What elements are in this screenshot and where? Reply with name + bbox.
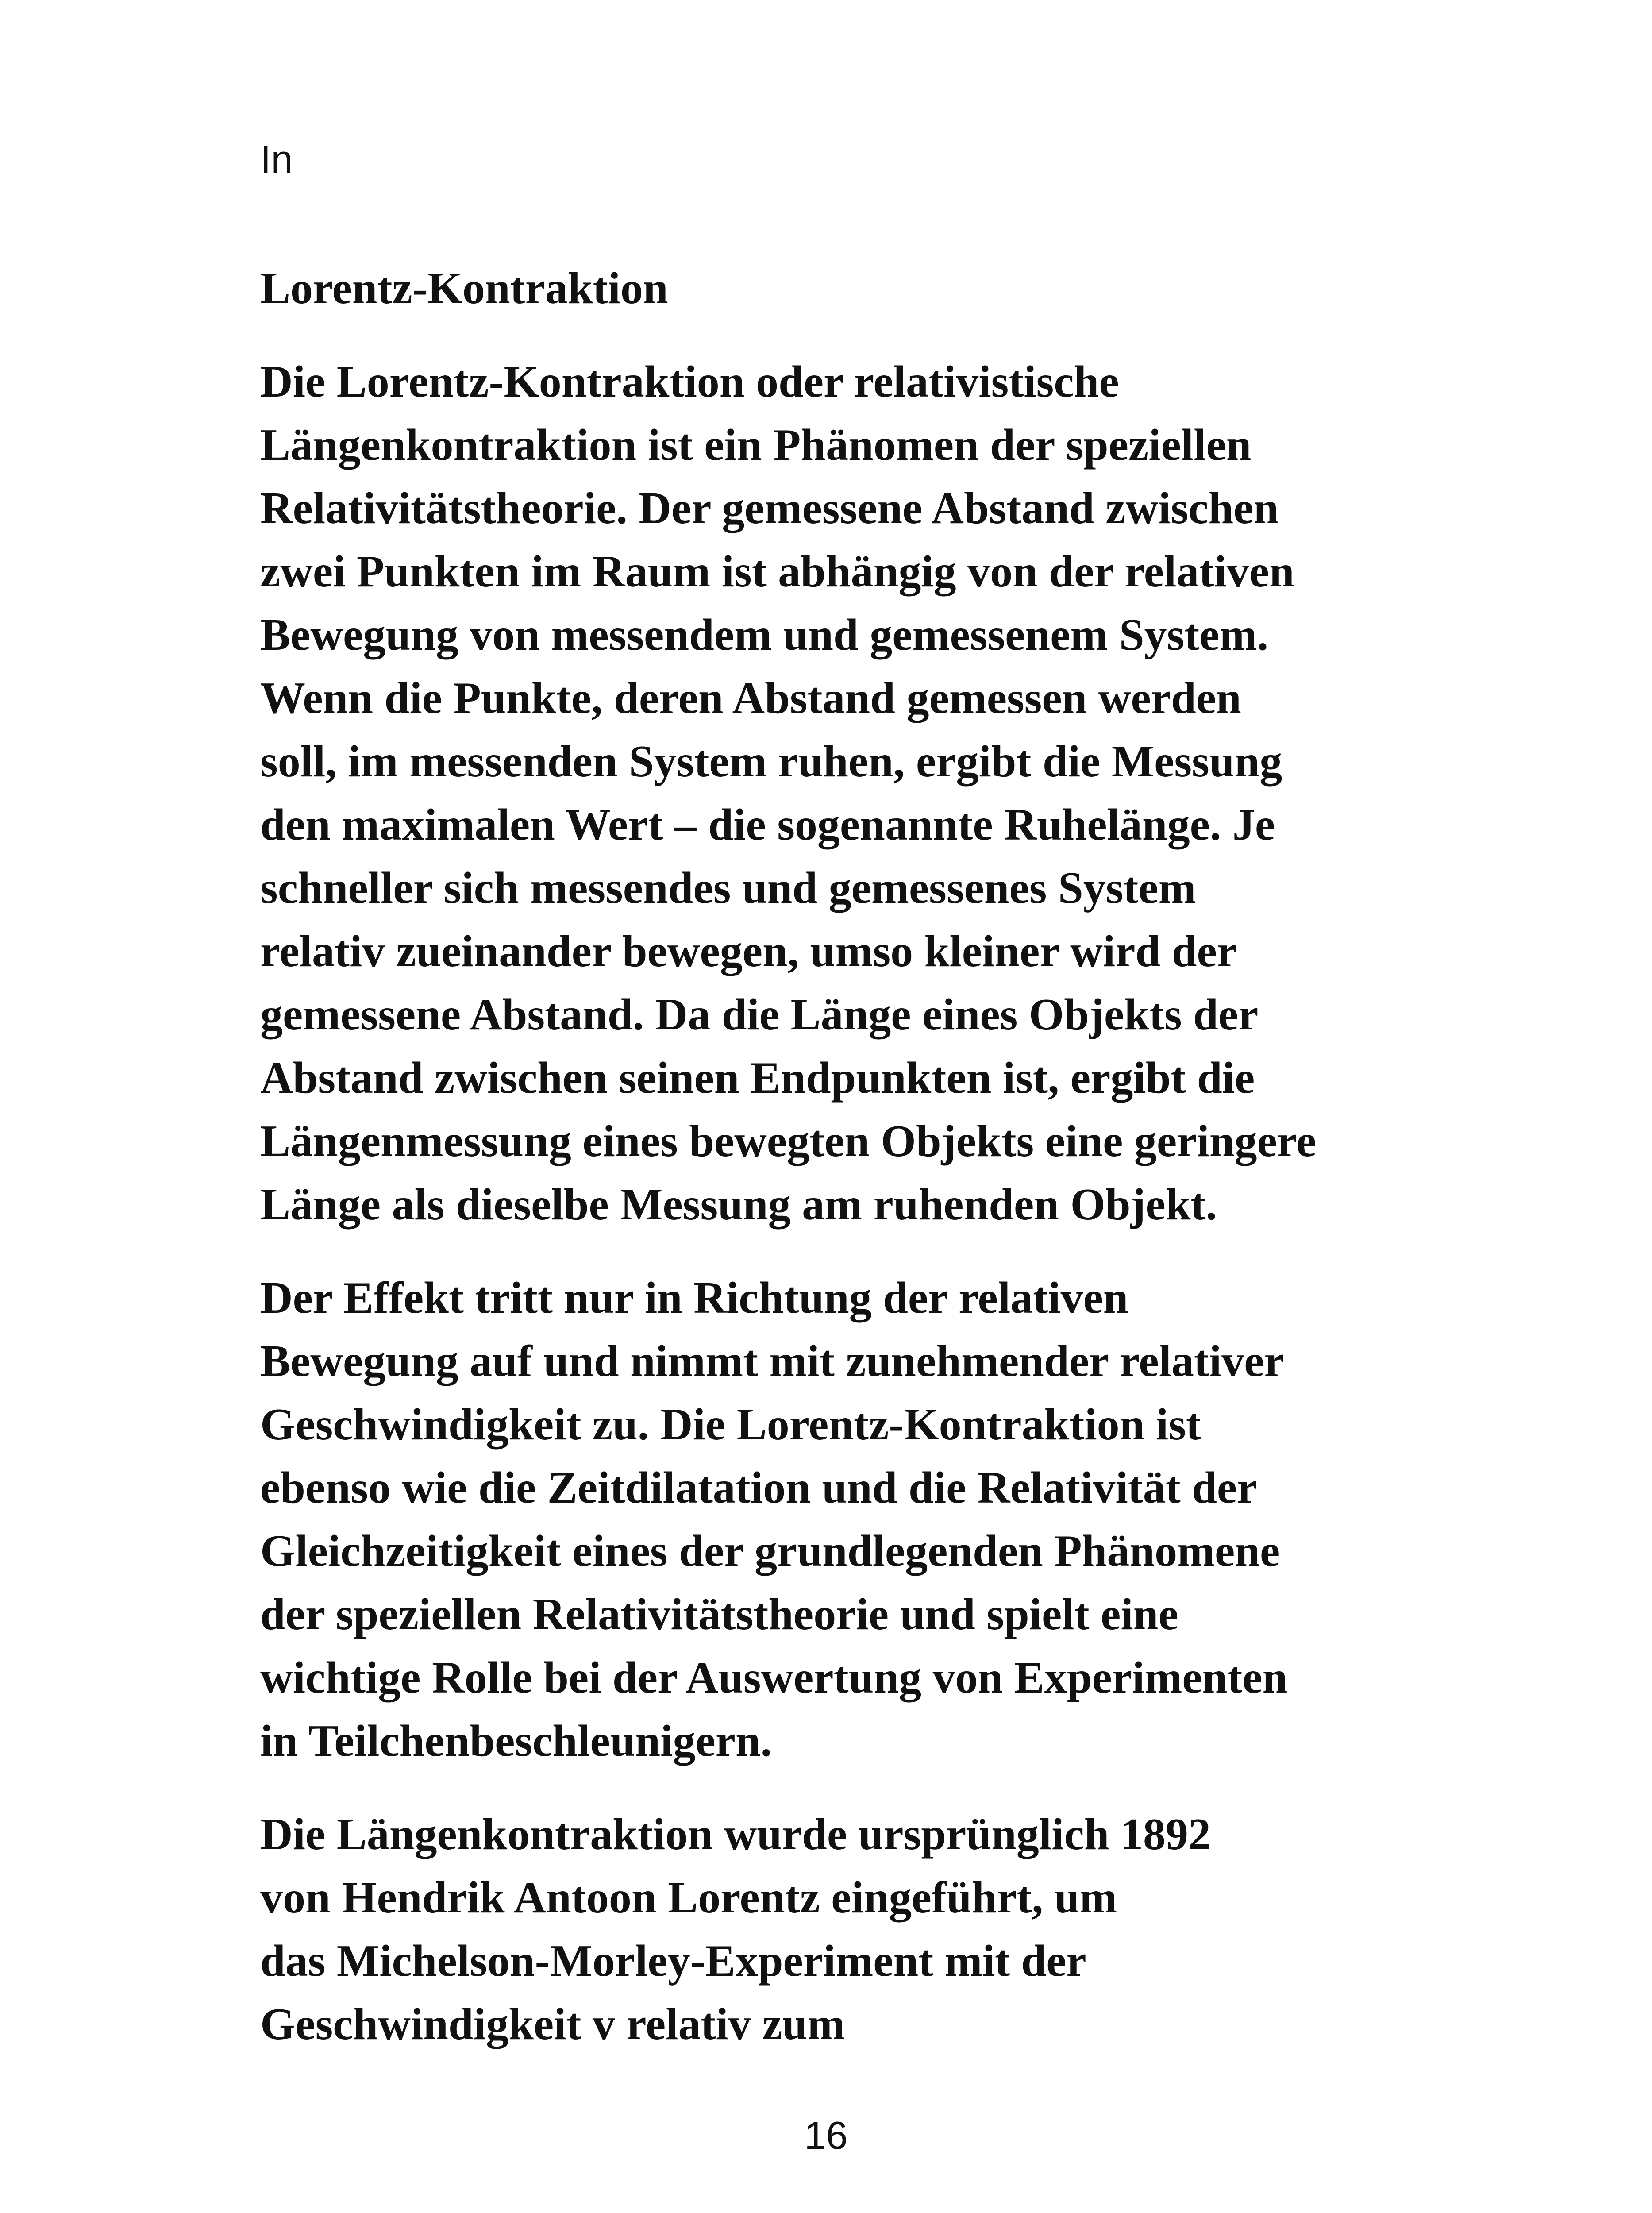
text-line: ebenso wie die Zeitdilatation und die Relativität der <box>260 1463 1257 1513</box>
text-line: Geschwindigkeit zu. Die Lorentz-Kontraktion ist <box>260 1400 1201 1450</box>
text-line: Bewegung von messendem und gemessenem System. <box>260 610 1268 660</box>
text-line: Abstand zwischen seinen Endpunkten ist, ergibt die <box>260 1053 1255 1103</box>
page-number: 16 <box>804 2113 848 2157</box>
paragraph-1 <box>260 350 1429 1236</box>
article-body <box>260 257 1429 2086</box>
text-line: in Teilchenbeschleunigern. <box>260 1716 772 1766</box>
text-line: soll, im messenden System ruhen, ergibt die Messung <box>260 736 1282 787</box>
text-line: Gleichzeitigkeit eines der grundlegenden Phänomene <box>260 1526 1280 1576</box>
text-line: von Hendrik Antoon Lorentz eingeführt, um <box>260 1873 1117 1923</box>
text-line: gemessene Abstand. Da die Länge eines Objekts der <box>260 990 1259 1040</box>
paragraph-3 <box>260 1803 1429 2056</box>
text-line: Längenmessung eines bewegten Objekts eine geringere <box>260 1116 1317 1166</box>
text-line: wichtige Rolle bei der Auswertung von Experimenten <box>260 1653 1288 1703</box>
text-line: Bewegung auf und nimmt mit zunehmender relativer <box>260 1336 1284 1386</box>
text-line: schneller sich messendes und gemessenes System <box>260 863 1196 913</box>
text-line: Länge als dieselbe Messung am ruhenden Objekt. <box>260 1180 1217 1230</box>
text-line: Die Längenkontraktion wurde ursprünglich 1892 <box>260 1809 1211 1859</box>
text-line: Wenn die Punkte, deren Abstand gemessen werden <box>260 673 1241 723</box>
text-line: Relativitätstheorie. Der gemessene Abstand zwischen <box>260 483 1279 533</box>
text-line: der speziellen Relativitätstheorie und spielt eine <box>260 1589 1178 1639</box>
text-line: das Michelson-Morley-Experiment mit der <box>260 1936 1086 1986</box>
text-line: relativ zueinander bewegen, umso kleiner wird der <box>260 926 1237 976</box>
text-line: Der Effekt tritt nur in Richtung der relativen <box>260 1273 1128 1323</box>
text-line: Längenkontraktion ist ein Phänomen der speziellen <box>260 420 1252 470</box>
running-head: In <box>260 137 293 181</box>
paragraph-2 <box>260 1266 1429 1773</box>
section-title: Lorentz-Kontraktion <box>260 263 668 313</box>
text-line: zwei Punkten im Raum ist abhängig von der relativen <box>260 547 1294 597</box>
text-line: Die Lorentz-Kontraktion oder relativistische <box>260 357 1119 407</box>
text-line: den maximalen Wert – die sogenannte Ruhelänge. Je <box>260 800 1275 850</box>
text-line: Geschwindigkeit v relativ zum <box>260 1999 845 2049</box>
